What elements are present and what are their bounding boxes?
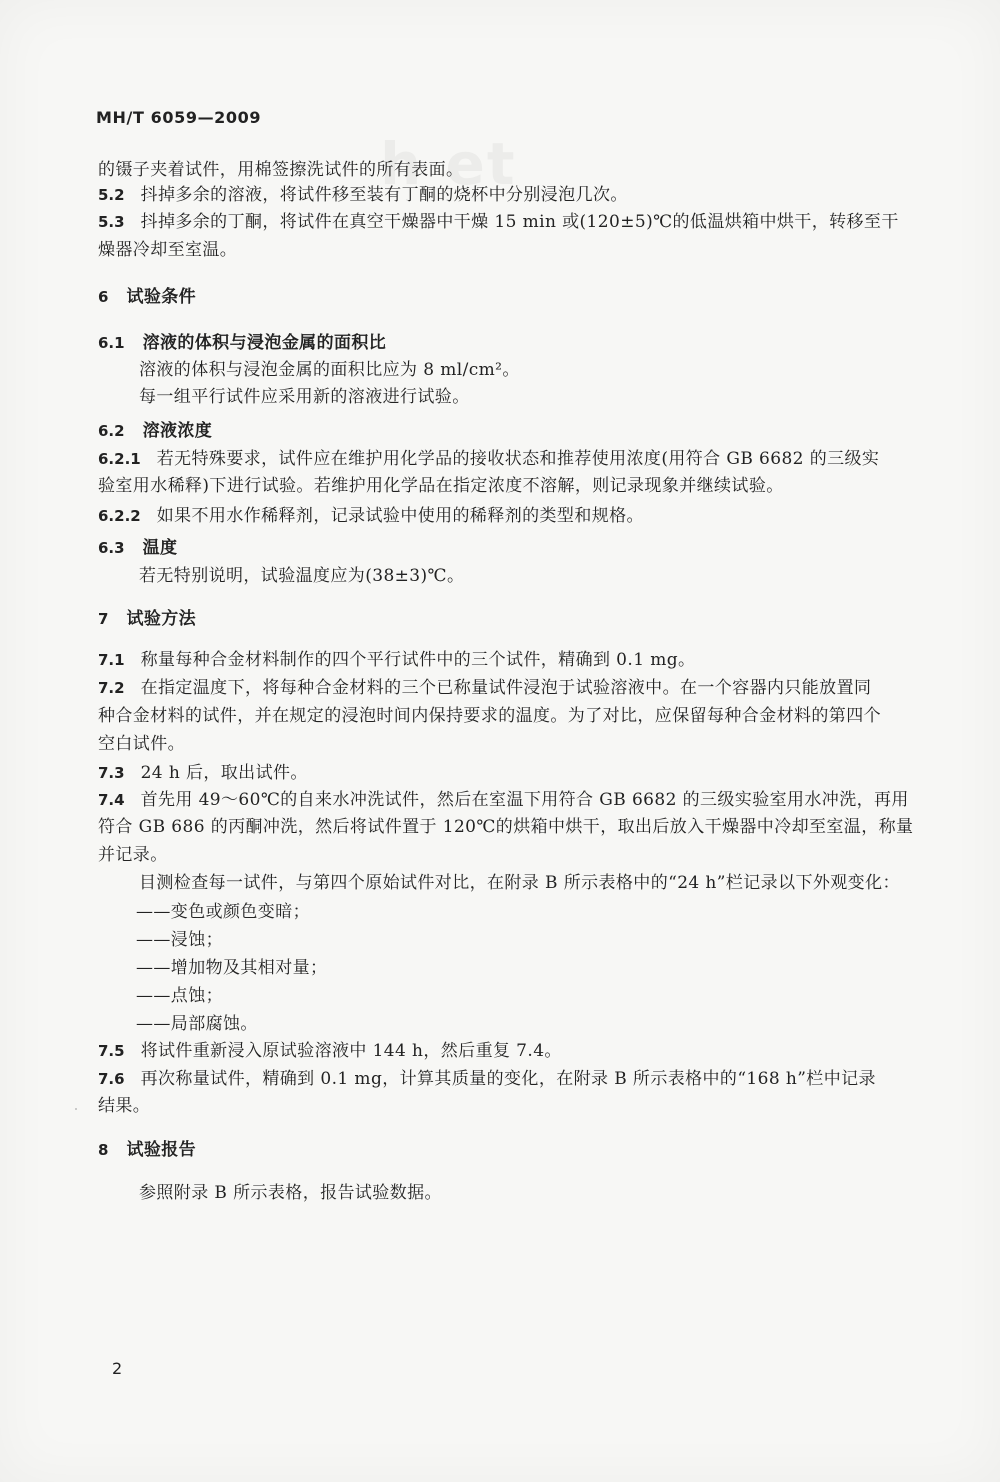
list-item-text: ——变色或颜色变暗；: [136, 902, 310, 922]
clause-number: 7.4: [98, 791, 125, 809]
clause-text: 若无特殊要求，试件应在维护用化学品的接收状态和推荐使用浓度(用符合 GB 6682 的三级实: [156, 449, 880, 469]
clause-6-2-1: [98, 448, 879, 470]
text-line: [98, 733, 185, 755]
line-text: 种合金材料的试件，并在规定的浸泡时间内保持要求的温度。为了对比，应保留每种合金材料的第四个: [98, 706, 881, 726]
clause-number: 7.1: [98, 651, 125, 669]
section-6-heading: [98, 286, 196, 308]
standard-code-header: MH/T 6059—2009: [96, 108, 262, 127]
clause-number: 5.3: [98, 213, 125, 231]
list-item: [136, 957, 327, 979]
line-text: 若无特别说明，试验温度应为(38±3)℃。: [139, 566, 465, 586]
page-number: 2: [112, 1359, 123, 1378]
line-text: 目测检查每一试件，与第四个原始试件对比，在附录 B 所示表格中的“24 h”栏记录以下外观变化：: [139, 873, 900, 893]
line-text: 燥器冷却至室温。: [98, 240, 238, 260]
clause-number: 6.2.1: [98, 450, 141, 468]
list-item-text: ——浸蚀；: [136, 930, 223, 950]
line-text: 溶液的体积与浸泡金属的面积比应为 8 ml/cm²。: [139, 360, 520, 380]
section-title: 试验条件: [126, 287, 197, 307]
list-item-text: ——增加物及其相对量；: [136, 958, 328, 978]
clause-5-3: [98, 211, 899, 233]
clause-text: 如果不用水作稀释剂，记录试验中使用的稀释剂的类型和规格。: [156, 506, 644, 526]
clause-text: 抖掉多余的丁酮，将试件在真空干燥器中干燥 15 min 或(120±5)℃的低温烘箱中烘干，转移至干: [140, 212, 899, 232]
line-text: 验室用水稀释)下进行试验。若维护用化学品在指定浓度不溶解，则记录现象并继续试验。: [98, 476, 784, 496]
scan-speck: [75, 1108, 77, 1110]
section-number: 6: [98, 288, 109, 306]
clause-6-3-heading: [98, 537, 177, 559]
clause-text: 首先用 49～60℃的自来水冲洗试件，然后在室温下用符合 GB 6682 的三级实验室用水冲洗，再用: [140, 790, 909, 810]
clause-7-5: [98, 1040, 562, 1062]
clause-text: 称量每种合金材料制作的四个平行试件中的三个试件，精确到 0.1 mg。: [140, 650, 696, 670]
clause-7-4: [98, 789, 909, 811]
clause-6-1-heading: [98, 332, 386, 354]
text-line: [98, 159, 463, 181]
text-line: [139, 1182, 442, 1204]
clause-number: 7.3: [98, 764, 125, 782]
line-text: 符合 GB 686 的丙酮冲洗，然后将试件置于 120℃的烘箱中烘干，取出后放入干燥器中冷却至室温，称量: [98, 817, 914, 837]
list-item: [136, 901, 310, 923]
clause-7-1: [98, 649, 695, 671]
clause-text: 再次称量试件，精确到 0.1 mg，计算其质量的变化，在附录 B 所示表格中的“168 h”栏中记录: [140, 1069, 876, 1089]
clause-number: 7.2: [98, 679, 125, 697]
section-number: 7: [98, 610, 109, 628]
text-line: [139, 872, 900, 894]
section-7-heading: [98, 608, 196, 630]
clause-number: 7.6: [98, 1070, 125, 1088]
text-line: [98, 705, 881, 727]
clause-7-6: [98, 1068, 876, 1090]
clause-title: 温度: [142, 538, 178, 558]
clause-number: 5.2: [98, 186, 125, 204]
line-text: 参照附录 B 所示表格，报告试验数据。: [139, 1183, 442, 1203]
section-8-heading: [98, 1139, 196, 1161]
text-line: [139, 386, 470, 408]
text-line: [139, 565, 464, 587]
clause-number: 6.2: [98, 422, 125, 440]
clause-text: 将试件重新浸入原试验溶液中 144 h，然后重复 7.4。: [140, 1041, 562, 1061]
section-title: 试验方法: [126, 609, 197, 629]
clause-7-3: [98, 762, 308, 784]
text-line: [98, 239, 237, 261]
clause-text: 抖掉多余的溶液，将试件移至装有丁酮的烧杯中分别浸泡几次。: [140, 185, 628, 205]
line-text: 的镊子夹着试件，用棉签擦洗试件的所有表面。: [98, 160, 464, 180]
clause-number: 6.3: [98, 539, 125, 557]
clause-7-2: [98, 677, 871, 699]
clause-5-2: [98, 184, 628, 206]
clause-6-2-heading: [98, 420, 212, 442]
list-item: [136, 929, 223, 951]
line-text: 空白试件。: [98, 734, 185, 754]
clause-number: 7.5: [98, 1042, 125, 1060]
line-text: 结果。: [98, 1096, 151, 1116]
clause-text: 24 h 后，取出试件。: [140, 763, 308, 783]
section-title: 试验报告: [126, 1140, 197, 1160]
text-line: [98, 1095, 150, 1117]
text-line: [139, 359, 520, 381]
clause-title: 溶液浓度: [142, 421, 213, 441]
text-line: [98, 844, 168, 866]
list-item-text: ——局部腐蚀。: [136, 1014, 258, 1034]
text-line: [98, 816, 913, 838]
line-text: 每一组平行试件应采用新的溶液进行试验。: [139, 387, 470, 407]
section-number: 8: [98, 1141, 109, 1159]
clause-number: 6.1: [98, 334, 125, 352]
text-line: [98, 475, 784, 497]
line-text: 并记录。: [98, 845, 168, 865]
clause-number: 6.2.2: [98, 507, 141, 525]
clause-text: 在指定温度下，将每种合金材料的三个已称量试件浸泡于试验溶液中。在一个容器内只能放置同: [140, 678, 872, 698]
list-item: [136, 1013, 258, 1035]
clause-6-2-2: [98, 505, 644, 527]
list-item: [136, 985, 223, 1007]
list-item-text: ——点蚀；: [136, 986, 223, 1006]
clause-title: 溶液的体积与浸泡金属的面积比: [142, 333, 387, 353]
